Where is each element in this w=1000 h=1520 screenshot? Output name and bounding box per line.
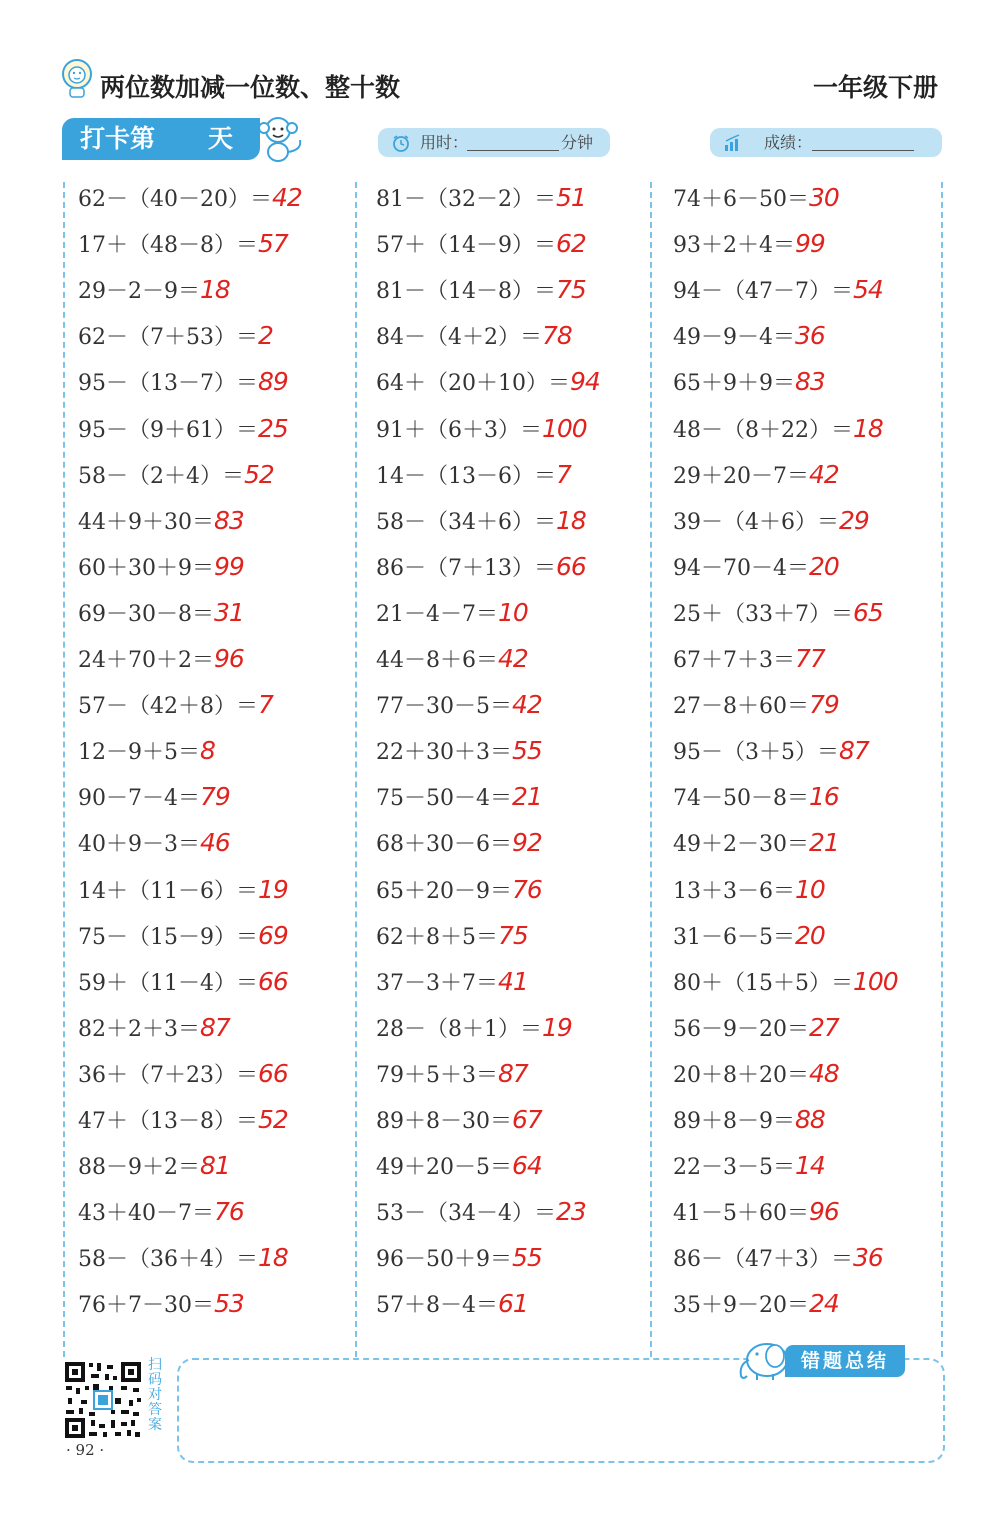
problem-row bbox=[673, 781, 839, 827]
problem-expression: 81－（14－8）＝ bbox=[376, 279, 556, 305]
problem-expression: 62－（40－20）＝ bbox=[78, 187, 272, 212]
handwritten-answer: 24 bbox=[809, 1289, 839, 1319]
problem-expression: 67＋7＋3＝ bbox=[673, 648, 795, 673]
handwritten-answer: 19 bbox=[258, 874, 288, 904]
handwritten-answer: 42 bbox=[498, 644, 528, 673]
problem-expression: 86－（47＋3）＝ bbox=[673, 1247, 853, 1273]
problem-row bbox=[376, 320, 572, 366]
column-border-right bbox=[941, 182, 943, 1357]
handwritten-answer: 20 bbox=[809, 551, 839, 581]
problem-expression: 39－（4＋6）＝ bbox=[673, 509, 839, 535]
problem-row bbox=[376, 182, 586, 228]
handwritten-answer: 31 bbox=[214, 597, 244, 627]
handwritten-answer: 18 bbox=[258, 1243, 288, 1273]
problem-expression: 90－7－4＝ bbox=[78, 786, 200, 812]
problem-row bbox=[78, 1288, 244, 1334]
problem-row bbox=[78, 643, 244, 689]
problem-row bbox=[673, 597, 883, 643]
problem-expression: 89＋8－30＝ bbox=[376, 1109, 512, 1134]
problem-expression: 41－5＋60＝ bbox=[673, 1201, 809, 1227]
handwritten-answer: 83 bbox=[214, 505, 244, 535]
problem-row bbox=[673, 228, 825, 274]
time-field[interactable] bbox=[378, 128, 610, 157]
time-blank-line bbox=[467, 150, 559, 151]
handwritten-answer: 52 bbox=[244, 459, 274, 489]
handwritten-answer: 23 bbox=[556, 1197, 586, 1227]
problem-row bbox=[78, 182, 302, 228]
problem-expression: 56－9－20＝ bbox=[673, 1016, 809, 1042]
handwritten-answer: 65 bbox=[853, 597, 883, 627]
handwritten-answer: 14 bbox=[795, 1151, 825, 1181]
problem-expression: 58－（2＋4）＝ bbox=[78, 463, 244, 489]
problem-row bbox=[78, 1196, 244, 1242]
handwritten-answer: 41 bbox=[498, 966, 528, 996]
problem-row bbox=[376, 1196, 586, 1242]
problem-row bbox=[78, 413, 288, 459]
problem-row bbox=[376, 689, 542, 735]
time-label: 用时： bbox=[420, 133, 469, 152]
checkin-banner bbox=[62, 118, 260, 160]
problem-row bbox=[673, 1058, 839, 1104]
problem-expression: 20＋8＋20＝ bbox=[673, 1062, 809, 1088]
problem-expression: 69－30－8＝ bbox=[78, 601, 214, 627]
problem-row bbox=[673, 966, 898, 1012]
problem-row bbox=[78, 781, 230, 827]
grade-label: 一年级下册 bbox=[812, 73, 938, 102]
problem-expression: 21－4－7＝ bbox=[376, 601, 498, 627]
problem-expression: 47＋（13－8）＝ bbox=[78, 1109, 258, 1134]
handwritten-answer: 94 bbox=[569, 367, 600, 397]
handwritten-answer: 76 bbox=[214, 1197, 244, 1227]
handwritten-answer: 66 bbox=[258, 1058, 288, 1088]
handwritten-answer: 36 bbox=[795, 321, 825, 351]
handwritten-answer: 7 bbox=[556, 459, 571, 489]
problem-expression: 43＋40－7＝ bbox=[78, 1201, 214, 1227]
problem-row bbox=[78, 366, 288, 412]
handwritten-answer: 16 bbox=[809, 782, 839, 812]
handwritten-answer: 19 bbox=[542, 1012, 572, 1042]
handwritten-answer: 10 bbox=[795, 874, 825, 904]
handwritten-answer: 66 bbox=[556, 551, 586, 581]
problem-expression: 49＋2－30＝ bbox=[673, 832, 809, 858]
handwritten-answer: 36 bbox=[853, 1243, 883, 1273]
problem-row bbox=[673, 366, 825, 412]
handwritten-answer: 100 bbox=[542, 413, 587, 443]
handwritten-answer: 42 bbox=[809, 459, 839, 489]
problem-expression: 59＋（11－4）＝ bbox=[78, 970, 258, 996]
handwritten-answer: 20 bbox=[795, 920, 825, 950]
handwritten-answer: 99 bbox=[795, 229, 825, 259]
problem-expression: 44－8＋6＝ bbox=[376, 648, 498, 673]
problem-row bbox=[376, 920, 528, 966]
problem-row bbox=[673, 920, 825, 966]
problem-expression: 77－30－5＝ bbox=[376, 694, 512, 720]
problem-expression: 95－（9＋61）＝ bbox=[78, 417, 258, 443]
problem-expression: 31－6－5＝ bbox=[673, 924, 795, 950]
handwritten-answer: 81 bbox=[200, 1151, 230, 1181]
problem-expression: 49－9－4＝ bbox=[673, 325, 795, 351]
problem-row bbox=[376, 505, 586, 551]
scan-for-answers-label: 扫码对答案 bbox=[148, 1357, 162, 1433]
handwritten-answer: 7 bbox=[258, 690, 273, 720]
problem-row bbox=[376, 643, 528, 689]
problem-row bbox=[376, 597, 528, 643]
time-unit: 分钟 bbox=[561, 133, 594, 152]
problem-expression: 96－50＋9＝ bbox=[376, 1247, 512, 1273]
handwritten-answer: 78 bbox=[542, 321, 572, 351]
problem-expression: 81－（32－2）＝ bbox=[376, 187, 556, 212]
handwritten-answer: 18 bbox=[200, 275, 230, 305]
bar-chart-icon bbox=[723, 134, 743, 152]
problem-expression: 25＋（33＋7）＝ bbox=[673, 601, 853, 627]
handwritten-answer: 55 bbox=[512, 736, 542, 766]
problem-expression: 57＋（14－9）＝ bbox=[376, 233, 556, 259]
problem-expression: 79＋5＋3＝ bbox=[376, 1062, 498, 1088]
mistake-summary-label: 错题总结 bbox=[785, 1345, 905, 1377]
problem-row bbox=[376, 1058, 528, 1104]
handwritten-answer: 87 bbox=[200, 1012, 230, 1042]
problem-row bbox=[376, 413, 587, 459]
problem-expression: 14－（13－6）＝ bbox=[376, 463, 556, 489]
handwritten-answer: 96 bbox=[809, 1197, 839, 1227]
problem-row bbox=[376, 366, 600, 412]
problem-expression: 88－9＋2＝ bbox=[78, 1155, 200, 1181]
handwritten-answer: 48 bbox=[809, 1058, 839, 1088]
problem-row bbox=[78, 274, 230, 320]
problem-expression: 95－（13－7）＝ bbox=[78, 371, 258, 397]
problem-row bbox=[673, 1150, 825, 1196]
score-label: 成绩： bbox=[764, 133, 813, 152]
problem-expression: 48－（8＋22）＝ bbox=[673, 417, 853, 443]
problem-expression: 94－（47－7）＝ bbox=[673, 279, 853, 305]
problem-expression: 62＋8＋5＝ bbox=[376, 924, 498, 950]
problem-expression: 17＋（48－8）＝ bbox=[78, 233, 258, 259]
problem-row bbox=[376, 1104, 542, 1150]
problem-expression: 82＋2＋3＝ bbox=[78, 1016, 200, 1042]
page-number: · 92 · bbox=[66, 1441, 105, 1459]
handwritten-answer: 29 bbox=[839, 505, 869, 535]
problem-row bbox=[376, 274, 586, 320]
problem-expression: 80＋（15＋5）＝ bbox=[673, 970, 853, 996]
problem-row bbox=[376, 551, 586, 597]
problem-row bbox=[78, 1150, 230, 1196]
handwritten-answer: 75 bbox=[556, 275, 586, 305]
problem-expression: 75－50－4＝ bbox=[376, 786, 512, 812]
problem-expression: 29＋20－7＝ bbox=[673, 463, 809, 489]
problem-expression: 27－8＋60＝ bbox=[673, 694, 809, 720]
handwritten-answer: 79 bbox=[200, 782, 230, 812]
problem-row bbox=[78, 1058, 288, 1104]
problem-expression: 86－（7＋13）＝ bbox=[376, 555, 556, 581]
handwritten-answer: 21 bbox=[809, 828, 839, 858]
problem-expression: 60＋30＋9＝ bbox=[78, 555, 214, 581]
problem-expression: 35＋9－20＝ bbox=[673, 1293, 809, 1319]
problem-row bbox=[673, 320, 825, 366]
handwritten-answer: 87 bbox=[839, 736, 869, 766]
page-title: 两位数加减一位数、整十数 bbox=[100, 73, 401, 102]
problem-row bbox=[673, 827, 839, 873]
problem-row bbox=[376, 1012, 572, 1058]
problem-expression: 64＋（20＋10）＝ bbox=[376, 371, 570, 397]
problem-expression: 84－（4＋2）＝ bbox=[376, 325, 542, 351]
problem-row bbox=[673, 182, 839, 228]
problem-row bbox=[376, 781, 542, 827]
problem-row bbox=[78, 228, 288, 274]
problem-row bbox=[376, 1288, 528, 1334]
problem-row bbox=[673, 551, 839, 597]
handwritten-answer: 54 bbox=[853, 275, 883, 305]
problem-expression: 68＋30－6＝ bbox=[376, 832, 512, 858]
handwritten-answer: 83 bbox=[795, 367, 825, 397]
handwritten-answer: 52 bbox=[258, 1105, 288, 1134]
problem-row bbox=[78, 459, 274, 505]
problem-row bbox=[673, 1196, 839, 1242]
handwritten-answer: 42 bbox=[512, 690, 542, 720]
problem-expression: 58－（36＋4）＝ bbox=[78, 1247, 258, 1273]
problem-row bbox=[376, 827, 542, 873]
handwritten-answer: 53 bbox=[214, 1289, 244, 1319]
problem-row bbox=[673, 274, 883, 320]
problem-expression: 74－50－8＝ bbox=[673, 786, 809, 812]
checkin-day-prefix: 打卡第 bbox=[80, 124, 156, 153]
problem-expression: 53－（34－4）＝ bbox=[376, 1201, 556, 1227]
problem-expression: 58－（34＋6）＝ bbox=[376, 509, 556, 535]
problem-expression: 29－2－9＝ bbox=[78, 279, 200, 305]
handwritten-answer: 64 bbox=[512, 1151, 542, 1181]
problem-row bbox=[376, 1150, 542, 1196]
problem-expression: 22＋30＋3＝ bbox=[376, 740, 512, 766]
score-field[interactable] bbox=[710, 128, 942, 157]
problem-expression: 75－（15－9）＝ bbox=[78, 924, 258, 950]
problem-expression: 95－（3＋5）＝ bbox=[673, 740, 839, 766]
problem-row bbox=[673, 505, 869, 551]
handwritten-answer: 18 bbox=[853, 413, 883, 443]
problem-expression: 13＋3－6＝ bbox=[673, 878, 795, 904]
handwritten-answer: 30 bbox=[809, 183, 839, 212]
handwritten-answer: 61 bbox=[498, 1289, 528, 1319]
problem-expression: 62－（7＋53）＝ bbox=[78, 325, 258, 351]
handwritten-answer: 46 bbox=[200, 828, 230, 858]
qr-code[interactable] bbox=[63, 1360, 143, 1440]
problem-expression: 91＋（6＋3）＝ bbox=[376, 417, 542, 443]
problem-expression: 28－（8＋1）＝ bbox=[376, 1016, 542, 1042]
handwritten-answer: 27 bbox=[809, 1012, 839, 1042]
problem-expression: 36＋（7＋23）＝ bbox=[78, 1062, 258, 1088]
handwritten-answer: 75 bbox=[498, 920, 528, 950]
problem-row bbox=[78, 920, 288, 966]
handwritten-answer: 25 bbox=[258, 413, 288, 443]
handwritten-answer: 76 bbox=[512, 874, 542, 904]
handwritten-answer: 96 bbox=[214, 644, 244, 673]
problem-row bbox=[673, 689, 839, 735]
handwritten-answer: 69 bbox=[258, 920, 288, 950]
clock-icon bbox=[391, 134, 411, 152]
problem-row bbox=[78, 1012, 230, 1058]
problem-row bbox=[78, 320, 273, 366]
problem-expression: 22－3－5＝ bbox=[673, 1155, 795, 1181]
handwritten-answer: 88 bbox=[795, 1105, 825, 1134]
handwritten-answer: 51 bbox=[556, 183, 586, 212]
problem-row bbox=[78, 597, 244, 643]
handwritten-answer: 92 bbox=[512, 828, 542, 858]
handwritten-answer: 21 bbox=[512, 782, 542, 812]
handwritten-answer: 10 bbox=[498, 597, 528, 627]
problem-row bbox=[673, 1104, 825, 1150]
problem-expression: 89＋8－9＝ bbox=[673, 1109, 795, 1134]
problem-row bbox=[673, 735, 869, 781]
handwritten-answer: 18 bbox=[556, 505, 586, 535]
problem-expression: 14＋（11－6）＝ bbox=[78, 878, 258, 904]
problem-row bbox=[673, 1012, 839, 1058]
problem-expression: 49＋20－5＝ bbox=[376, 1155, 512, 1181]
problem-row bbox=[673, 874, 825, 920]
handwritten-answer: 55 bbox=[512, 1243, 542, 1273]
column-divider-1 bbox=[355, 182, 357, 1357]
problem-expression: 44＋9＋30＝ bbox=[78, 509, 214, 535]
problem-row bbox=[78, 966, 288, 1012]
problem-row bbox=[673, 1242, 883, 1288]
problem-row bbox=[78, 1104, 288, 1150]
problem-row bbox=[78, 505, 244, 551]
handwritten-answer: 100 bbox=[853, 966, 898, 996]
handwritten-answer: 89 bbox=[258, 367, 288, 397]
problem-row bbox=[78, 551, 244, 597]
problem-expression: 65＋9＋9＝ bbox=[673, 371, 795, 397]
problem-row bbox=[78, 735, 215, 781]
problem-expression: 40＋9－3＝ bbox=[78, 832, 200, 858]
problem-row bbox=[376, 459, 571, 505]
problem-row bbox=[376, 874, 542, 920]
handwritten-answer: 77 bbox=[795, 644, 825, 673]
problem-row bbox=[673, 1288, 839, 1334]
problem-row bbox=[673, 643, 825, 689]
lion-mascot-icon bbox=[60, 58, 94, 98]
handwritten-answer: 67 bbox=[512, 1105, 542, 1134]
problem-row bbox=[376, 735, 542, 781]
problem-row bbox=[376, 228, 586, 274]
handwritten-answer: 66 bbox=[258, 966, 288, 996]
problem-expression: 57－（42＋8）＝ bbox=[78, 694, 258, 720]
problem-row bbox=[78, 827, 230, 873]
column-border-left bbox=[63, 182, 65, 1357]
problem-expression: 94－70－4＝ bbox=[673, 555, 809, 581]
handwritten-answer: 2 bbox=[258, 321, 273, 351]
checkin-day-suffix: 天 bbox=[208, 124, 234, 153]
problem-expression: 37－3＋7＝ bbox=[376, 970, 498, 996]
handwritten-answer: 8 bbox=[200, 736, 215, 766]
handwritten-answer: 99 bbox=[214, 551, 244, 581]
handwritten-answer: 42 bbox=[271, 183, 302, 212]
problem-expression: 65＋20－9＝ bbox=[376, 878, 512, 904]
problem-expression: 93＋2＋4＝ bbox=[673, 233, 795, 259]
problem-expression: 24＋70＋2＝ bbox=[78, 648, 214, 673]
column-divider-2 bbox=[650, 182, 652, 1357]
problem-expression: 12－9＋5＝ bbox=[78, 740, 200, 766]
handwritten-answer: 87 bbox=[498, 1058, 528, 1088]
problem-row bbox=[376, 1242, 542, 1288]
problem-expression: 57＋8－4＝ bbox=[376, 1293, 498, 1319]
problem-row bbox=[376, 966, 528, 1012]
problem-row bbox=[78, 1242, 288, 1288]
problem-row bbox=[78, 689, 273, 735]
handwritten-answer: 62 bbox=[556, 229, 586, 259]
problem-row bbox=[673, 459, 839, 505]
handwritten-answer: 79 bbox=[809, 690, 839, 720]
problem-expression: 76＋7－30＝ bbox=[78, 1293, 214, 1319]
score-blank-line bbox=[812, 150, 914, 151]
handwritten-answer: 57 bbox=[258, 229, 288, 259]
problem-row bbox=[673, 413, 883, 459]
monkey-mascot-icon bbox=[250, 112, 310, 164]
problem-expression: 74＋6－50＝ bbox=[673, 187, 809, 212]
problem-row bbox=[78, 874, 288, 920]
